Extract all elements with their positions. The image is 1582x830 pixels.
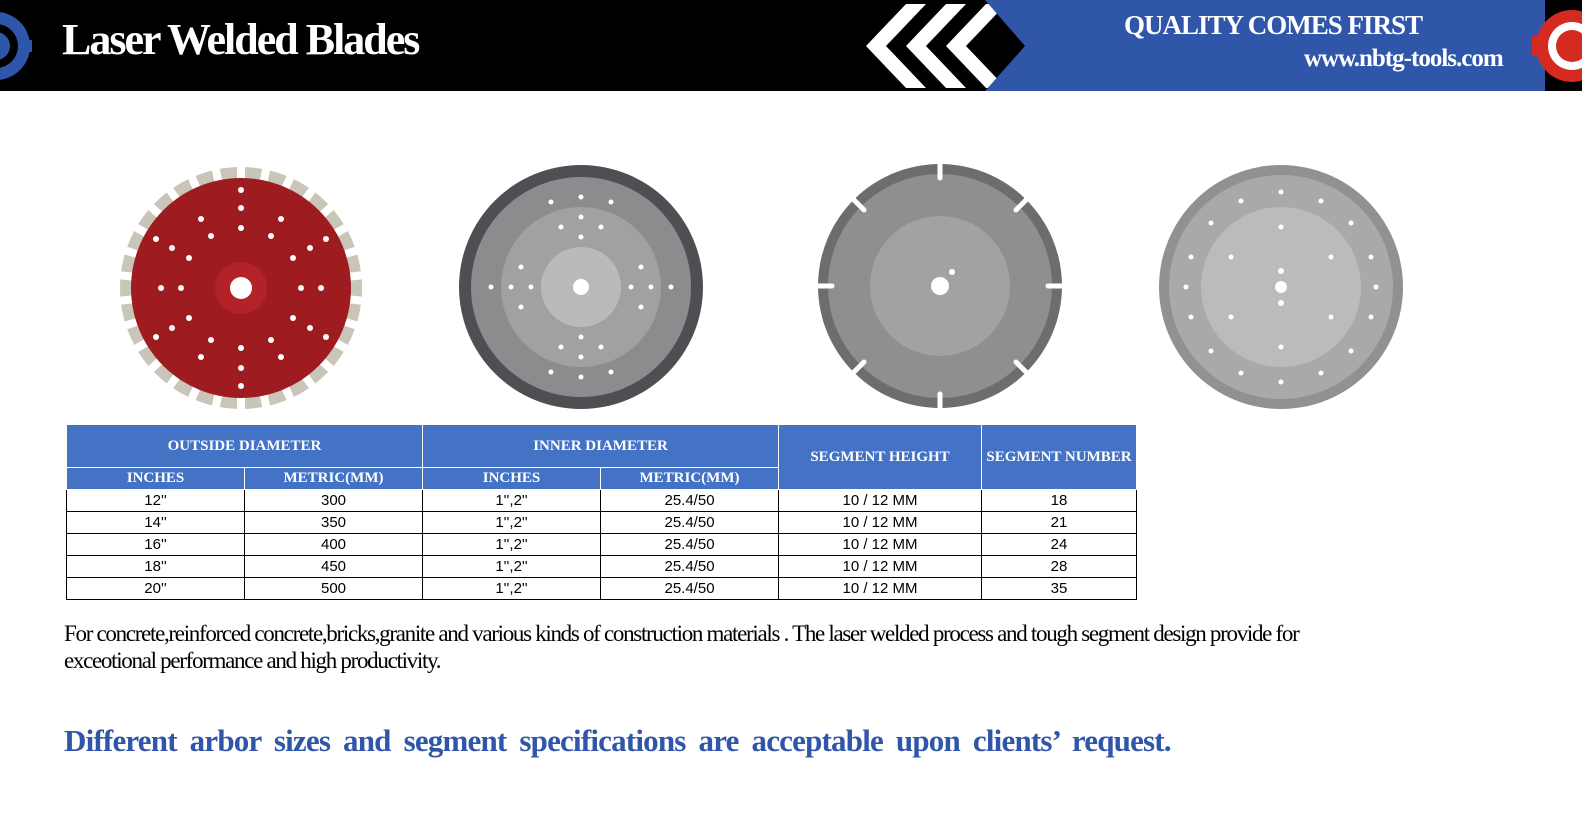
cell-id-inches: 1'',2'': [423, 556, 601, 578]
website-link[interactable]: www.nbtg-tools.com: [1304, 45, 1503, 72]
cell-id-inches: 1'',2'': [423, 578, 601, 600]
red-blade-image: [118, 165, 364, 411]
cell-od-inches: 14'': [67, 512, 245, 534]
table-row: [67, 490, 1137, 512]
cell-od-inches: 16'': [67, 534, 245, 556]
segment-number-header: SEGMENT NUMBER: [982, 425, 1137, 490]
id-inches-header: INCHES: [423, 468, 601, 490]
cell-segment-number: 18: [982, 490, 1137, 512]
cell-segment-height: 10 / 12 MM: [779, 490, 982, 512]
cell-od-inches: 12'': [67, 490, 245, 512]
cell-id-inches: 1'',2'': [423, 534, 601, 556]
cell-segment-height: 10 / 12 MM: [779, 512, 982, 534]
table-header-row: [67, 425, 1137, 468]
cell-od-metric: 450: [245, 556, 423, 578]
table-row: [67, 512, 1137, 534]
gear-logo-icon: [1532, 6, 1582, 86]
cell-segment-number: 35: [982, 578, 1137, 600]
cell-id-inches: 1'',2'': [423, 512, 601, 534]
cell-id-metric: 25.4/50: [601, 578, 779, 600]
cell-id-metric: 25.4/50: [601, 490, 779, 512]
turbo-hole-blade-image: [456, 162, 706, 412]
cell-segment-number: 21: [982, 512, 1137, 534]
cell-segment-number: 24: [982, 534, 1137, 556]
cell-id-metric: 25.4/50: [601, 512, 779, 534]
id-metric-header: METRIC(MM): [601, 468, 779, 490]
cell-od-metric: 350: [245, 512, 423, 534]
cell-od-metric: 500: [245, 578, 423, 600]
table-row: [67, 578, 1137, 600]
chevron-icon: [946, 4, 1006, 88]
cell-od-metric: 300: [245, 490, 423, 512]
cell-segment-number: 28: [982, 556, 1137, 578]
cell-od-inches: 18'': [67, 556, 245, 578]
spec-table: [66, 424, 1137, 600]
plain-segmented-blade-image: [816, 162, 1064, 410]
od-inches-header: INCHES: [67, 468, 245, 490]
company-logo-icon: [0, 6, 34, 86]
silver-hole-blade-image: [1156, 162, 1406, 412]
segment-height-header: SEGMENT HEIGHT: [779, 425, 982, 490]
arbor-note: Different arbor sizes and segment specifications are acceptable upon clients’ request.: [64, 723, 1171, 758]
table-row: [67, 534, 1137, 556]
description-text: For concrete,reinforced concrete,bricks,granite and various kinds of construction materials . The laser welded process and tough segment design provide for exceotional performance and high productivity.: [64, 621, 1299, 673]
table-row: [67, 556, 1137, 578]
cell-id-metric: 25.4/50: [601, 534, 779, 556]
od-metric-header: METRIC(MM): [245, 468, 423, 490]
cell-segment-height: 10 / 12 MM: [779, 578, 982, 600]
cell-od-metric: 400: [245, 534, 423, 556]
cell-id-metric: 25.4/50: [601, 556, 779, 578]
cell-segment-height: 10 / 12 MM: [779, 556, 982, 578]
inner-diameter-header: INNER DIAMETER: [423, 425, 779, 468]
page-title: Laser Welded Blades: [62, 15, 419, 64]
cell-od-inches: 20'': [67, 578, 245, 600]
slogan: QUALITY COMES FIRST: [1124, 10, 1423, 40]
outside-diameter-header: OUTSIDE DIAMETER: [67, 425, 423, 468]
cell-segment-height: 10 / 12 MM: [779, 534, 982, 556]
cell-id-inches: 1'',2'': [423, 490, 601, 512]
